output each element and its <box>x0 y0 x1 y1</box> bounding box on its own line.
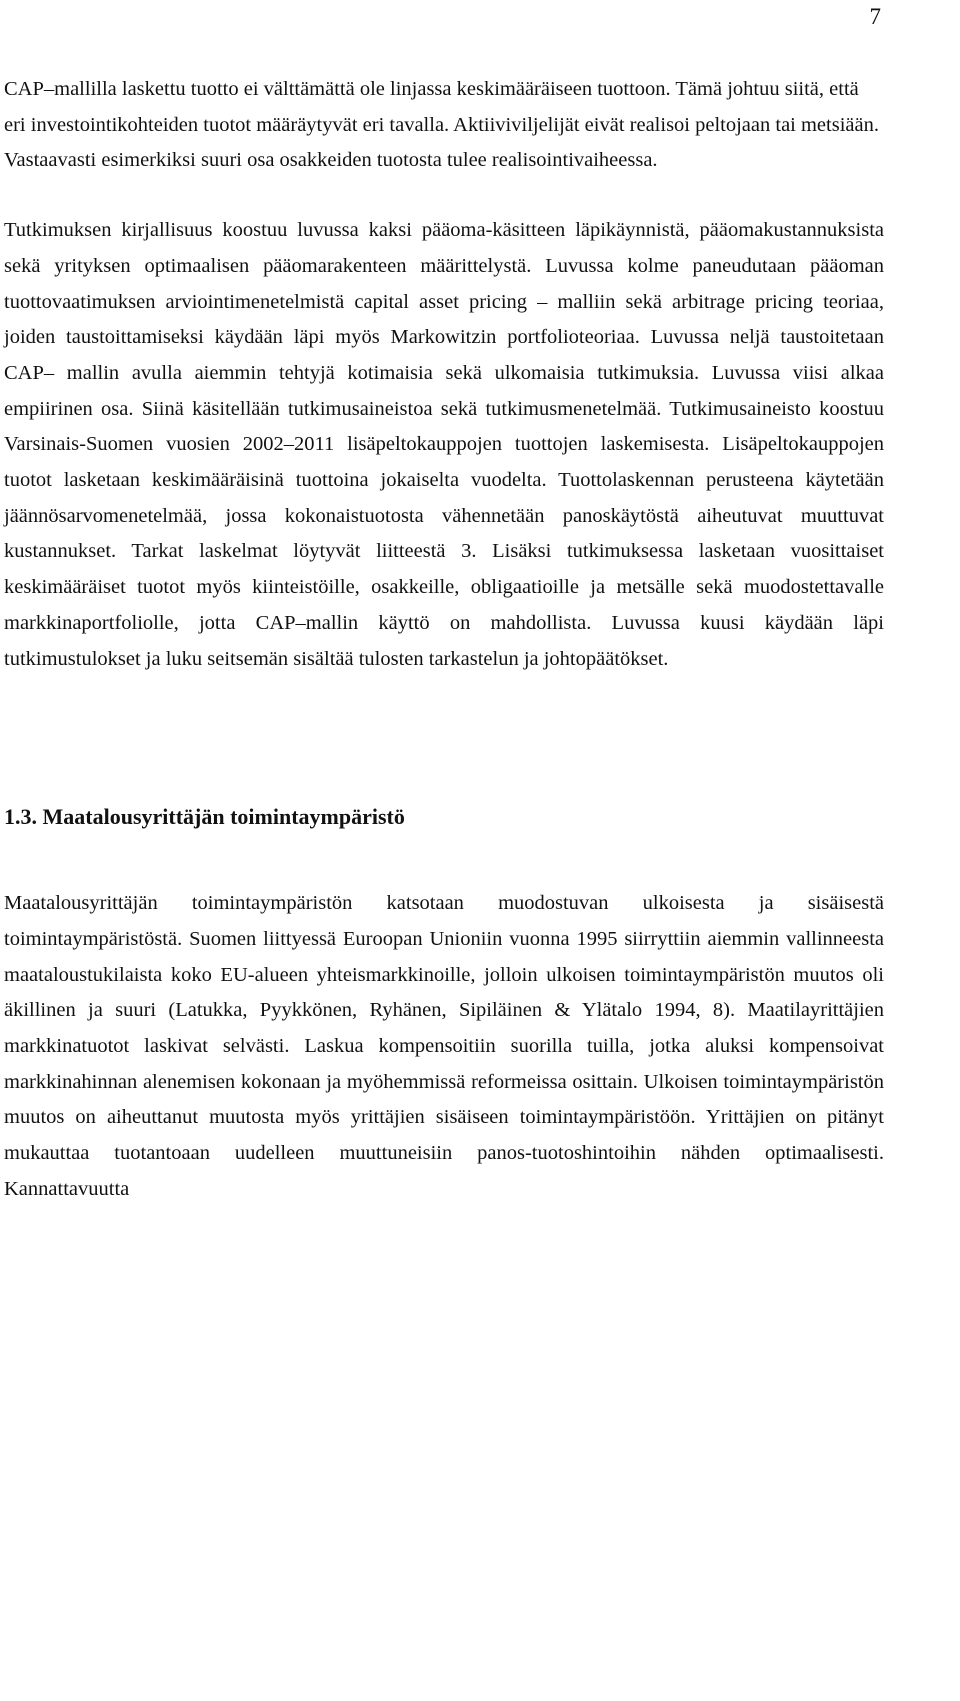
paragraph-cap-model-returns: CAP–mallilla laskettu tuotto ei välttämättä ole linjassa keskimääräiseen tuottoon. Tämä johtuu siitä, että eri investointikohteiden tuotot määräytyvät eri tavalla. Aktiiviviljelijät eivät realisoi peltojaan tai metsiään. Vastaavasti esimerkiksi suuri osa osakkeiden tuotosta tulee realisointivaiheessa. <box>4 78 879 172</box>
section-title: Maatalousyrittäjän toimintaympäristö <box>42 804 405 830</box>
section-number: 1.3. <box>4 804 37 830</box>
page-number: 7 <box>869 4 881 29</box>
section-heading <box>4 799 884 834</box>
document-body <box>4 72 884 1208</box>
paragraph-operating-environment: Maatalousyrittäjän toimintaympäristön katsotaan muodostuvan ulkoisesta ja sisäisestä toimintaympäristöstä. Suomen liittyessä Euroopan Unioniin vuonna 1995 siirryttiin aiemmin vallinneesta maataloustukilaista koko EU-alueen yhteismarkkinoille, jolloin ulkoisen toimintaympäristön muutos oli äkillinen ja suuri (Latukka, Pyykkönen, Ryhänen, Sipiläinen & Ylätalo 1994, 8). Maatilayrittäjien markkinatuotot laskivat selvästi. Laskua kompensoitiin suorilla tuilla, jotka aluksi kompensoivat markkinahinnan alenemisen kokonaan ja myöhemmissä reformeissa osittain. Ulkoisen toimintaympäristön muutos on aiheuttanut muutosta myös yrittäjien sisäiseen toimintaympäristöön. Yrittäjien on pitänyt mukauttaa tuotantoaan uudelleen muuttuneisiin panos-tuotoshintoihin nähden optimaalisesti. Kannattavuutta <box>4 892 884 1200</box>
paragraph-thesis-structure: Tutkimuksen kirjallisuus koostuu luvussa kaksi pääoma-käsitteen läpikäynnistä, pääomakustannuksista sekä yrityksen optimaalisen pääomarakenteen määrittelystä. Luvussa kolme paneudutaan pääoman tuottovaatimuksen arviointimenetelmistä capital asset pricing – malliin sekä arbitrage pricing teoriaa, joiden taustoittamiseksi käydään läpi myös Markowitzin portfolioteoriaa. Luvussa neljä taustoitetaan CAP– mallin avulla aiemmin tehtyjä kotimaisia sekä ulkomaisia tutkimuksia. Luvussa viisi alkaa empiirinen osa. Siinä käsitellään tutkimusaineistoa sekä tutkimusmenetelmää. Tutkimusaineisto koostuu Varsinais-Suomen vuosien 2002–2011 lisäpeltokauppojen tuottojen laskemisesta. Lisäpeltokauppojen tuotot lasketaan keskimääräisinä tuottoina jokaiselta vuodelta. Tuottolaskennan perusteena käytetään jäännösarvomenetelmää, jossa kokonaistuotosta vähennetään panoskäytöstä aiheutuvat muuttuvat kustannukset. Tarkat laskelmat löytyvät liitteestä 3. Lisäksi tutkimuksessa lasketaan vuosittaiset keskimääräiset tuotot myös kiinteistöille, osakkeille, obligaatioille ja metsälle sekä muodostettavalle markkinaportfoliolle, jotta CAP–mallin käyttö on mahdollista. Luvussa kuusi käydään läpi tutkimustulokset ja luku seitsemän sisältää tulosten tarkastelun ja johtopäätökset. <box>4 219 884 670</box>
